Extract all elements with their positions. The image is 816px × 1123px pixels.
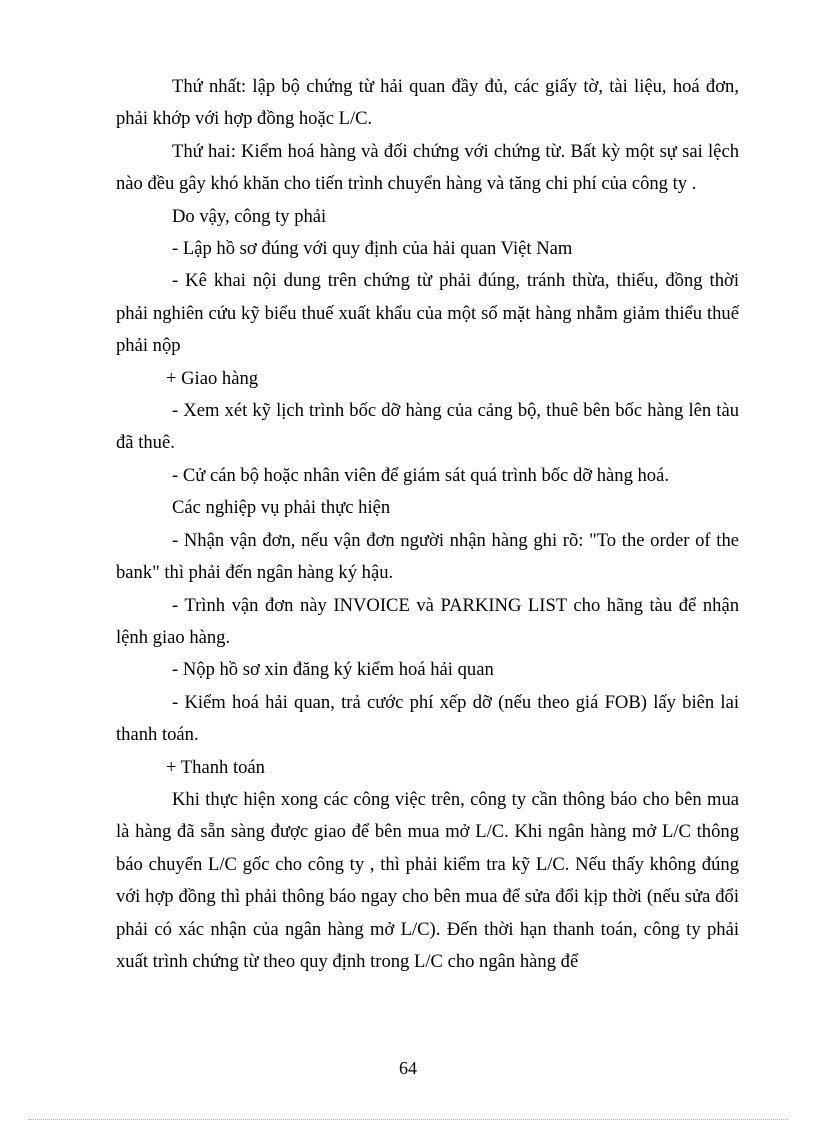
list-item-invoice: - Trình vận đơn này INVOICE và PARKING LIST cho hãng tàu để nhận lệnh giao hàng. — [116, 594, 739, 648]
page-body — [116, 71, 739, 978]
paragraph-payment: Khi thực hiện xong các công việc trên, công ty cần thông báo cho bên mua là hàng đã sẵn sàng được giao để bên mua mở L/C. Khi ngân hàng mở L/C thông báo chuyển L/C gốc cho công ty , thì phải kiểm tra kỹ L/C. Nếu thấy không đúng với hợp đồng thì phải thông báo ngay cho bên mua để sửa đổi kịp thời (nếu sửa đổi phải có xác nhận của ngân hàng mở L/C). Đến thời hạn thanh toán, công ty phải xuất trình chứng từ theo quy định trong L/C cho ngân hàng để — [116, 788, 739, 972]
paragraph-first-point: Thứ nhất: lập bộ chứng từ hải quan đầy đủ, các giấy tờ, tài liệu, hoá đơn, phải khớp với hợp đồng hoặc L/C. — [116, 76, 739, 130]
list-item-supervision: - Cử cán bộ hoặc nhân viên để giám sát quá trình bốc dỡ hàng hoá. — [172, 464, 670, 486]
list-item-customs-registration: - Nộp hồ sơ xin đăng ký kiểm hoá hải quan — [172, 659, 494, 681]
page-number: 64 — [399, 1058, 417, 1078]
list-item-declaration: - Kê khai nội dung trên chứng từ phải đúng, tránh thừa, thiếu, đồng thời phải nghiên cứu kỹ biểu thuế xuất khẩu của một số mặt hàng nhằm giảm thiểu thuế phải nộp — [116, 270, 739, 357]
list-item-bill-of-lading: - Nhận vận đơn, nếu vận đơn người nhận hàng ghi rõ: "To the order of the bank" thì phải đến ngân hàng ký hậu. — [116, 529, 739, 584]
section-heading-delivery: + Giao hàng — [166, 367, 259, 389]
list-item-customs-inspection: - Kiểm hoá hải quan, trả cước phí xếp dỡ (nếu theo giá FOB) lấy biên lai thanh toán. — [116, 691, 739, 746]
list-item-loading-schedule: - Xem xét kỹ lịch trình bốc dỡ hàng của cảng bộ, thuê bên bốc hàng lên tàu đã thuê. — [116, 400, 739, 454]
footer-divider — [28, 1119, 788, 1120]
paragraph-therefore: Do vậy, công ty phải — [172, 205, 327, 227]
paragraph-second-point: Thứ hai: Kiểm hoá hàng và đối chứng với chứng từ. Bất kỳ một sự sai lệch nào đều gây khó khăn cho tiến trình chuyển hàng và tăng chi phí của công ty . — [116, 140, 739, 195]
section-heading-payment: + Thanh toán — [166, 756, 265, 778]
paragraph-operations: Các nghiệp vụ phải thực hiện — [172, 497, 391, 519]
list-item-dossier: - Lập hồ sơ đúng với quy định của hải quan Việt Nam — [172, 238, 573, 260]
